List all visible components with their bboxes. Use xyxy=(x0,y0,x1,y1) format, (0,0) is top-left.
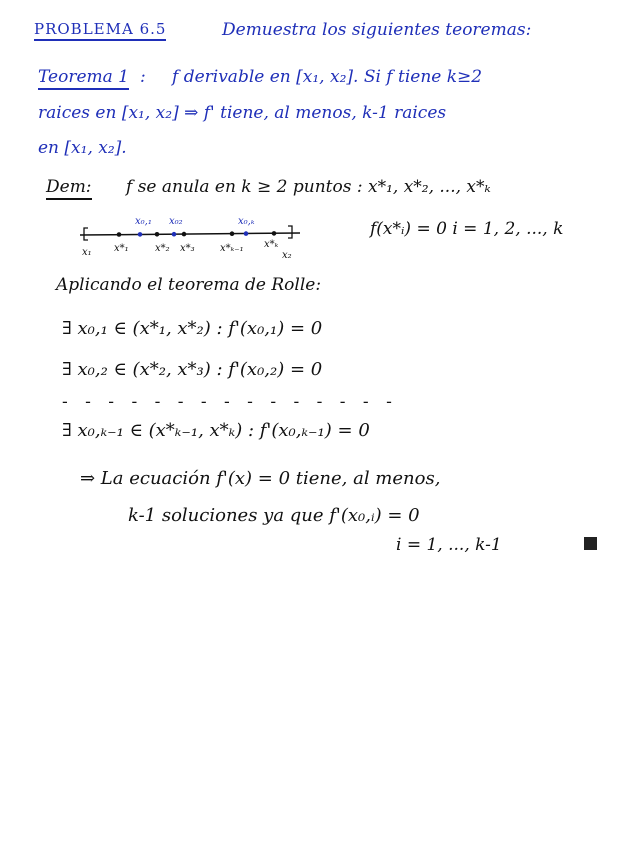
conclusion-line-3: i = 1, ..., k-1 xyxy=(396,535,502,555)
number-line xyxy=(80,233,300,235)
root-point xyxy=(272,231,277,236)
critical-point xyxy=(138,232,143,237)
zero-condition: f(x*ᵢ) = 0 i = 1, 2, ..., k xyxy=(370,219,564,239)
theorem-line-2: raices en [x₁, x₂] ⇒ f' tiene, al menos, k-1 raices xyxy=(38,103,447,123)
conclusion-line-1: ⇒ La ecuación f'(x) = 0 tiene, al menos, xyxy=(80,468,441,489)
problem-subtitle: Demuestra los siguientes teoremas: xyxy=(222,20,532,40)
conclusion-line-2: k-1 soluciones ya que f'(x₀,ᵢ) = 0 xyxy=(128,505,420,526)
top-label-x0k: x₀,ₖ xyxy=(238,216,255,227)
root-point xyxy=(117,232,122,237)
root-point xyxy=(230,231,235,236)
theorem-colon: : xyxy=(140,67,146,87)
end-of-proof-mark xyxy=(584,537,597,550)
bottom-label-root-1: x*₁ xyxy=(114,243,129,254)
rolle-heading: Aplicando el teorema de Rolle: xyxy=(56,275,322,295)
bottom-label-root-k-1: x*ₖ₋₁ xyxy=(220,243,244,254)
critical-point xyxy=(172,232,177,237)
proof-line-1: f se anula en k ≥ 2 puntos : x*₁, x*₂, ..., x*ₖ xyxy=(126,177,491,197)
exists-line-k-1: ∃ x₀,ₖ₋₁ ∈ (x*ₖ₋₁, x*ₖ) : f'(x₀,ₖ₋₁) = 0 xyxy=(62,420,370,441)
theorem-line-1: f derivable en [x₁, x₂]. Si f tiene k≥2 xyxy=(172,67,483,87)
bottom-label-root-3: x*₃ xyxy=(180,243,195,254)
bottom-label-root-2: x*₂ xyxy=(155,243,170,254)
bottom-label-x2: x₂ xyxy=(282,250,292,261)
right-bracket xyxy=(288,226,292,238)
critical-point xyxy=(244,231,249,236)
bottom-label-x1: x₁ xyxy=(82,247,92,258)
exists-line-2: ∃ x₀,₂ ∈ (x*₂, x*₃) : f'(x₀,₂) = 0 xyxy=(62,359,323,380)
bottom-label-root-k: x*ₖ xyxy=(264,239,279,250)
theorem-line-3: en [x₁, x₂]. xyxy=(38,138,127,158)
left-bracket xyxy=(84,228,88,240)
top-label-x02: x₀₂ xyxy=(169,216,183,227)
top-label-x01: x₀,₁ xyxy=(135,216,152,227)
root-point xyxy=(155,232,160,237)
problem-title: PROBLEMA 6.5 xyxy=(34,20,166,41)
root-point xyxy=(182,232,187,237)
exists-line-1: ∃ x₀,₁ ∈ (x*₁, x*₂) : f'(x₀,₁) = 0 xyxy=(62,318,323,339)
proof-label: Dem: xyxy=(46,177,92,200)
ellipsis-dashes: - - - - - - - - - - - - - - - xyxy=(62,392,398,412)
theorem-label: Teorema 1 xyxy=(38,67,129,90)
